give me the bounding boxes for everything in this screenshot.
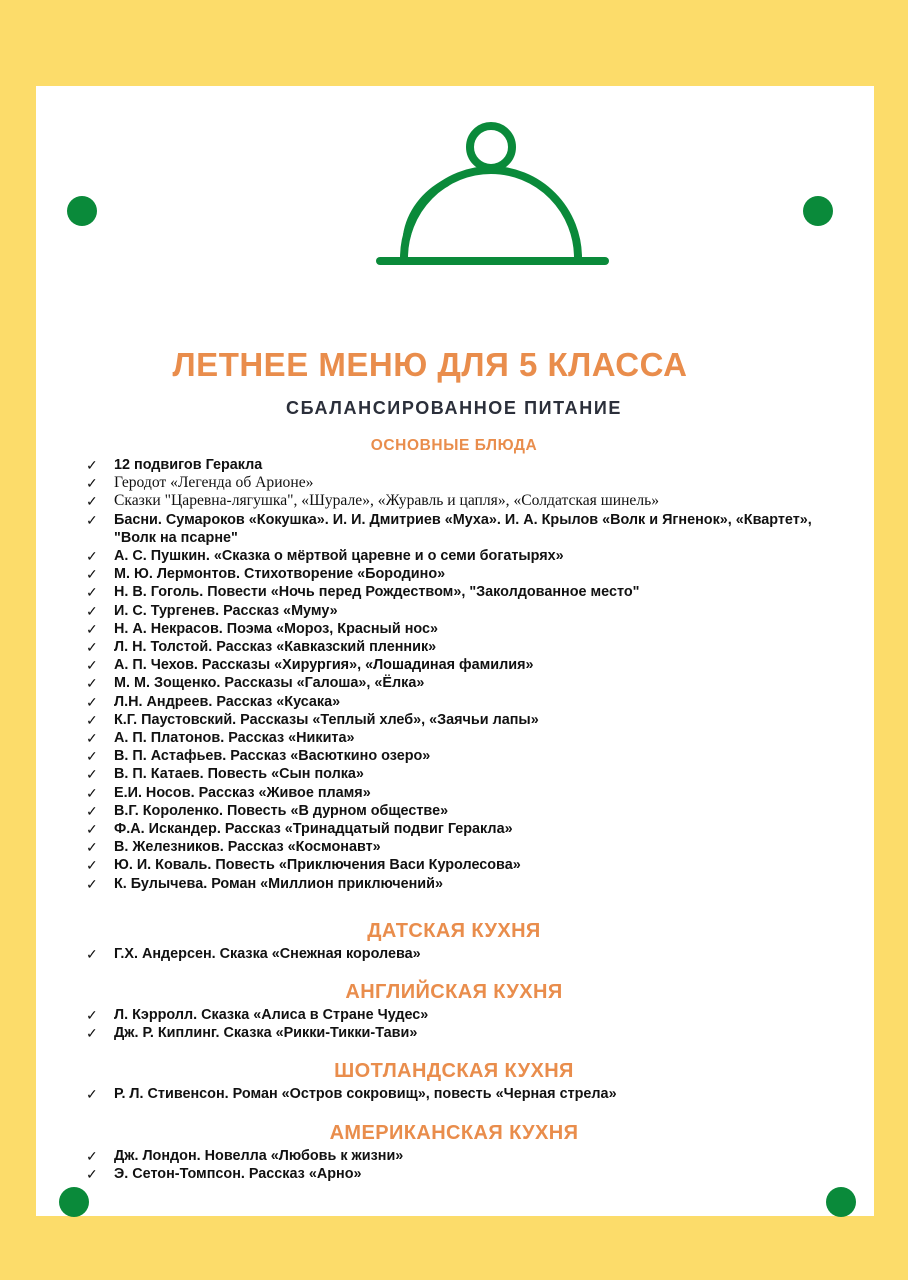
check-icon: ✓ <box>86 1007 98 1023</box>
menu-list-main <box>86 456 846 893</box>
check-icon: ✓ <box>86 748 98 765</box>
section-title-danish: ДАТСКАЯ КУХНЯ <box>367 920 541 942</box>
check-icon: ✓ <box>86 821 98 838</box>
list-item: ✓ М. М. Зощенко. Рассказы «Галоша», «Ёлка» <box>86 675 425 692</box>
list-item: ✓ А. С. Пушкин. «Сказка о мёртвой царевне и о семи богатырях» <box>86 548 564 565</box>
list-item: ✓ Л.Н. Андреев. Рассказ «Кусака» <box>86 693 341 710</box>
list-item: ✓ Ф.А. Искандер. Рассказ «Тринадцатый подвиг Геракла» <box>86 821 513 838</box>
page-title: ЛЕТНЕЕ МЕНЮ ДЛЯ 5 КЛАССА <box>172 346 688 383</box>
check-icon: ✓ <box>86 1166 98 1183</box>
list-item: ✓ Сказки "Царевна-лягушка", «Шурале», «Журавль и цапля», «Солдатская шинель» <box>86 492 660 510</box>
list-item: ✓ А. П. Платонов. Рассказ «Никита» <box>86 730 355 747</box>
list-item: ✓ Н. В. Гоголь. Повести «Ночь перед Рождеством», "Заколдованное место" <box>86 584 640 601</box>
list-item: ✓ Г.Х. Андерсен. Сказка «Снежная королева» <box>86 946 421 962</box>
list-item: ✓ Н. А. Некрасов. Поэма «Мороз, Красный нос» <box>86 620 438 637</box>
list-item: ✓ Л. Кэрролл. Сказка «Алиса в Стране Чудес» <box>86 1007 429 1023</box>
list-item: ✓ М. Ю. Лермонтов. Стихотворение «Бородино» <box>86 566 446 583</box>
check-icon: ✓ <box>86 730 98 747</box>
corner-dot-bottom-left <box>59 1187 89 1217</box>
check-icon: ✓ <box>86 711 98 728</box>
list-item: ✓ И. С. Тургенев. Рассказ «Муму» <box>86 602 338 619</box>
check-icon: ✓ <box>86 675 98 692</box>
page-subtitle: СБАЛАНСИРОВАННОЕ ПИТАНИЕ <box>286 398 622 418</box>
check-icon: ✓ <box>86 1025 98 1042</box>
list-item: ✓ 12 подвигов Геракла <box>86 457 263 473</box>
menu-list-danish <box>86 945 846 963</box>
check-icon: ✓ <box>86 602 98 619</box>
corner-dot-top-left <box>67 196 97 226</box>
list-item: ✓ К. Булычева. Роман «Миллион приключений» <box>86 875 443 892</box>
check-icon: ✓ <box>86 784 98 801</box>
list-item: ✓ В. Железников. Рассказ «Космонавт» <box>86 839 381 856</box>
list-item: ✓ Ю. И. Коваль. Повесть «Приключения Васи Куролесова» <box>86 857 521 874</box>
check-icon: ✓ <box>86 584 98 601</box>
list-item: ✓ Дж. Лондон. Новелла «Любовь к жизни» <box>86 1148 404 1164</box>
list-item: ✓ Дж. Р. Киплинг. Сказка «Рикки-Тикки-Тави» <box>86 1025 418 1042</box>
list-item: ✓ В. П. Астафьев. Рассказ «Васюткино озеро» <box>86 748 431 765</box>
list-item: ✓ Геродот «Легенда об Арионе» <box>86 474 314 492</box>
check-icon: ✓ <box>86 657 98 674</box>
check-icon: ✓ <box>86 511 98 528</box>
menu-list-english <box>86 1006 846 1042</box>
check-icon: ✓ <box>86 620 98 637</box>
corner-dot-top-right <box>803 196 833 226</box>
check-icon: ✓ <box>86 475 98 492</box>
check-icon: ✓ <box>86 766 98 783</box>
check-icon: ✓ <box>86 857 98 874</box>
list-item: ✓ В. П. Катаев. Повесть «Сын полка» <box>86 766 364 783</box>
menu-list-scottish <box>86 1085 846 1103</box>
corner-dot-bottom-right <box>826 1187 856 1217</box>
section-title-american: АМЕРИКАНСКАЯ КУХНЯ <box>329 1122 579 1144</box>
check-icon: ✓ <box>86 946 98 962</box>
section-title-scottish: ШОТЛАНДСКАЯ КУХНЯ <box>334 1060 574 1082</box>
check-icon: ✓ <box>86 1086 98 1102</box>
check-icon: ✓ <box>86 693 98 710</box>
list-item: ✓ В.Г. Короленко. Повесть «В дурном обществе» <box>86 802 449 819</box>
list-item: ✓ Р. Л. Стивенсон. Роман «Остров сокровищ», повесть «Черная стрела» <box>86 1086 617 1102</box>
check-icon: ✓ <box>86 839 98 856</box>
list-item: ✓ К.Г. Паустовский. Рассказы «Теплый хлеб», «Заячьи лапы» <box>86 711 539 728</box>
check-icon: ✓ <box>86 548 98 565</box>
section-title-main: ОСНОВНЫЕ БЛЮДА <box>370 437 538 454</box>
list-item: ✓ Э. Сетон-Томпсон. Рассказ «Арно» <box>86 1166 362 1183</box>
check-icon: ✓ <box>86 802 98 819</box>
check-icon: ✓ <box>86 875 98 892</box>
list-item: ✓ Л. Н. Толстой. Рассказ «Кавказский пленник» <box>86 639 437 656</box>
check-icon: ✓ <box>86 639 98 656</box>
check-icon: ✓ <box>86 457 98 473</box>
list-item: ✓ Басни. Сумароков «Кокушка». И. И. Дмитриев «Муха». И. А. Крылов «Волк и Ягненок», «Квартет», "Волк на псарне" <box>86 511 812 546</box>
check-icon: ✓ <box>86 1148 98 1164</box>
list-item: ✓ Е.И. Носов. Рассказ «Живое пламя» <box>86 784 371 801</box>
list-item: ✓ А. П. Чехов. Рассказы «Хирургия», «Лошадиная фамилия» <box>86 657 534 674</box>
check-icon: ✓ <box>86 493 98 510</box>
menu-list-american <box>86 1147 846 1183</box>
check-icon: ✓ <box>86 566 98 583</box>
section-title-english: АНГЛИЙСКАЯ КУХНЯ <box>345 981 563 1003</box>
